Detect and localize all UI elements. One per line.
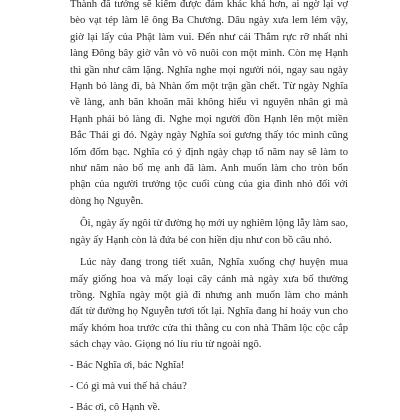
text-line: bèo vạt tép làm lẽ ông Ba Chương. Dâu ngày xưa lem lém vậy,: [70, 15, 348, 27]
text-line: Hạnh phải bỏ làng đi. Nghe mọi người đồn Hạnh lên một miền: [70, 113, 348, 125]
text-line: phận của người trưởng tộc cuối cùng của gia đình nhỏ đối với: [70, 179, 348, 191]
text-line: như năm nào bố mẹ anh đã làm. Anh muốn làm cho tròn bổn: [70, 163, 348, 175]
text-line: làng Đông bây giờ vẫn vò võ nuôi con một mình. Còn mẹ Hạnh: [70, 48, 348, 60]
text-line: về làng, anh băn khoăn mãi không hiểu vì nguyên nhân gì mà: [70, 97, 348, 109]
text-line: Ôi, ngày ấy ngôi từ đường họ mới uy nghiêm lộng lẫy làm sao,: [80, 218, 348, 230]
dialogue-line: - Có gì mà vui thế hả cháu?: [70, 380, 187, 392]
text-line: sách chạy vào. Giọng nó líu ríu từ ngoài ngõ.: [70, 339, 262, 351]
paragraph-3: [60, 255, 348, 353]
text-line: ngày ấy Hạnh còn là đứa bé con hiền dịu như con bồ câu nhỏ.: [70, 234, 332, 246]
paragraph-1: [60, 0, 348, 210]
text-line: thì gần như câm lặng. Nghĩa nghe mọi người nói, ngay sau ngày: [70, 64, 348, 76]
text-line: lốm đốm bạc. Nghĩa có ý định ngày chạp tổ năm nay sẽ làm to: [70, 146, 348, 158]
text-line: đất từ đường họ Nguyễn tươi tốt lại. Nghĩa đang hí hoáy vun cho: [70, 306, 348, 318]
text-line: mấy giống hoa và mấy loại cây cảnh mà ngày xưa bố thường: [70, 273, 348, 285]
text-line: Lúc này đang trong tiết xuân, Nghĩa xuống chợ huyện mua: [80, 257, 348, 269]
text-line: trồng. Nghĩa ngày một già đi nhưng anh muốn làm cho mảnh: [70, 289, 348, 301]
text-line: dòng họ Nguyễn.: [70, 195, 144, 207]
text-line: Bắc Thái gì đó. Ngày ngày Nghĩa soi gương thấy tóc mình cũng: [70, 130, 348, 142]
text-line: Hạnh bỏ làng đi, bà Nhàn ốm một trận gần chết. Từ ngày Nghĩa: [70, 81, 348, 93]
dialogue-line: - Bác Nghĩa ơi, bác Nghĩa!: [70, 359, 185, 371]
paragraph-2: [60, 216, 348, 249]
dialogue-line: - Bác ơi, cô Hạnh về.: [70, 402, 161, 414]
text-line: Thành đã tưởng sẽ kiếm được đám khác khá hơn, ai ngờ lại vợ: [70, 0, 348, 10]
text-line: mấy khóm hoa trước cửa thì thằng cu con nhà Thâm lộc cộc cắp: [70, 322, 348, 334]
text-line: giờ lại lấy của Phật làm vui. Đến như cái Thắm rực rỡ nhất nhì: [70, 31, 348, 43]
